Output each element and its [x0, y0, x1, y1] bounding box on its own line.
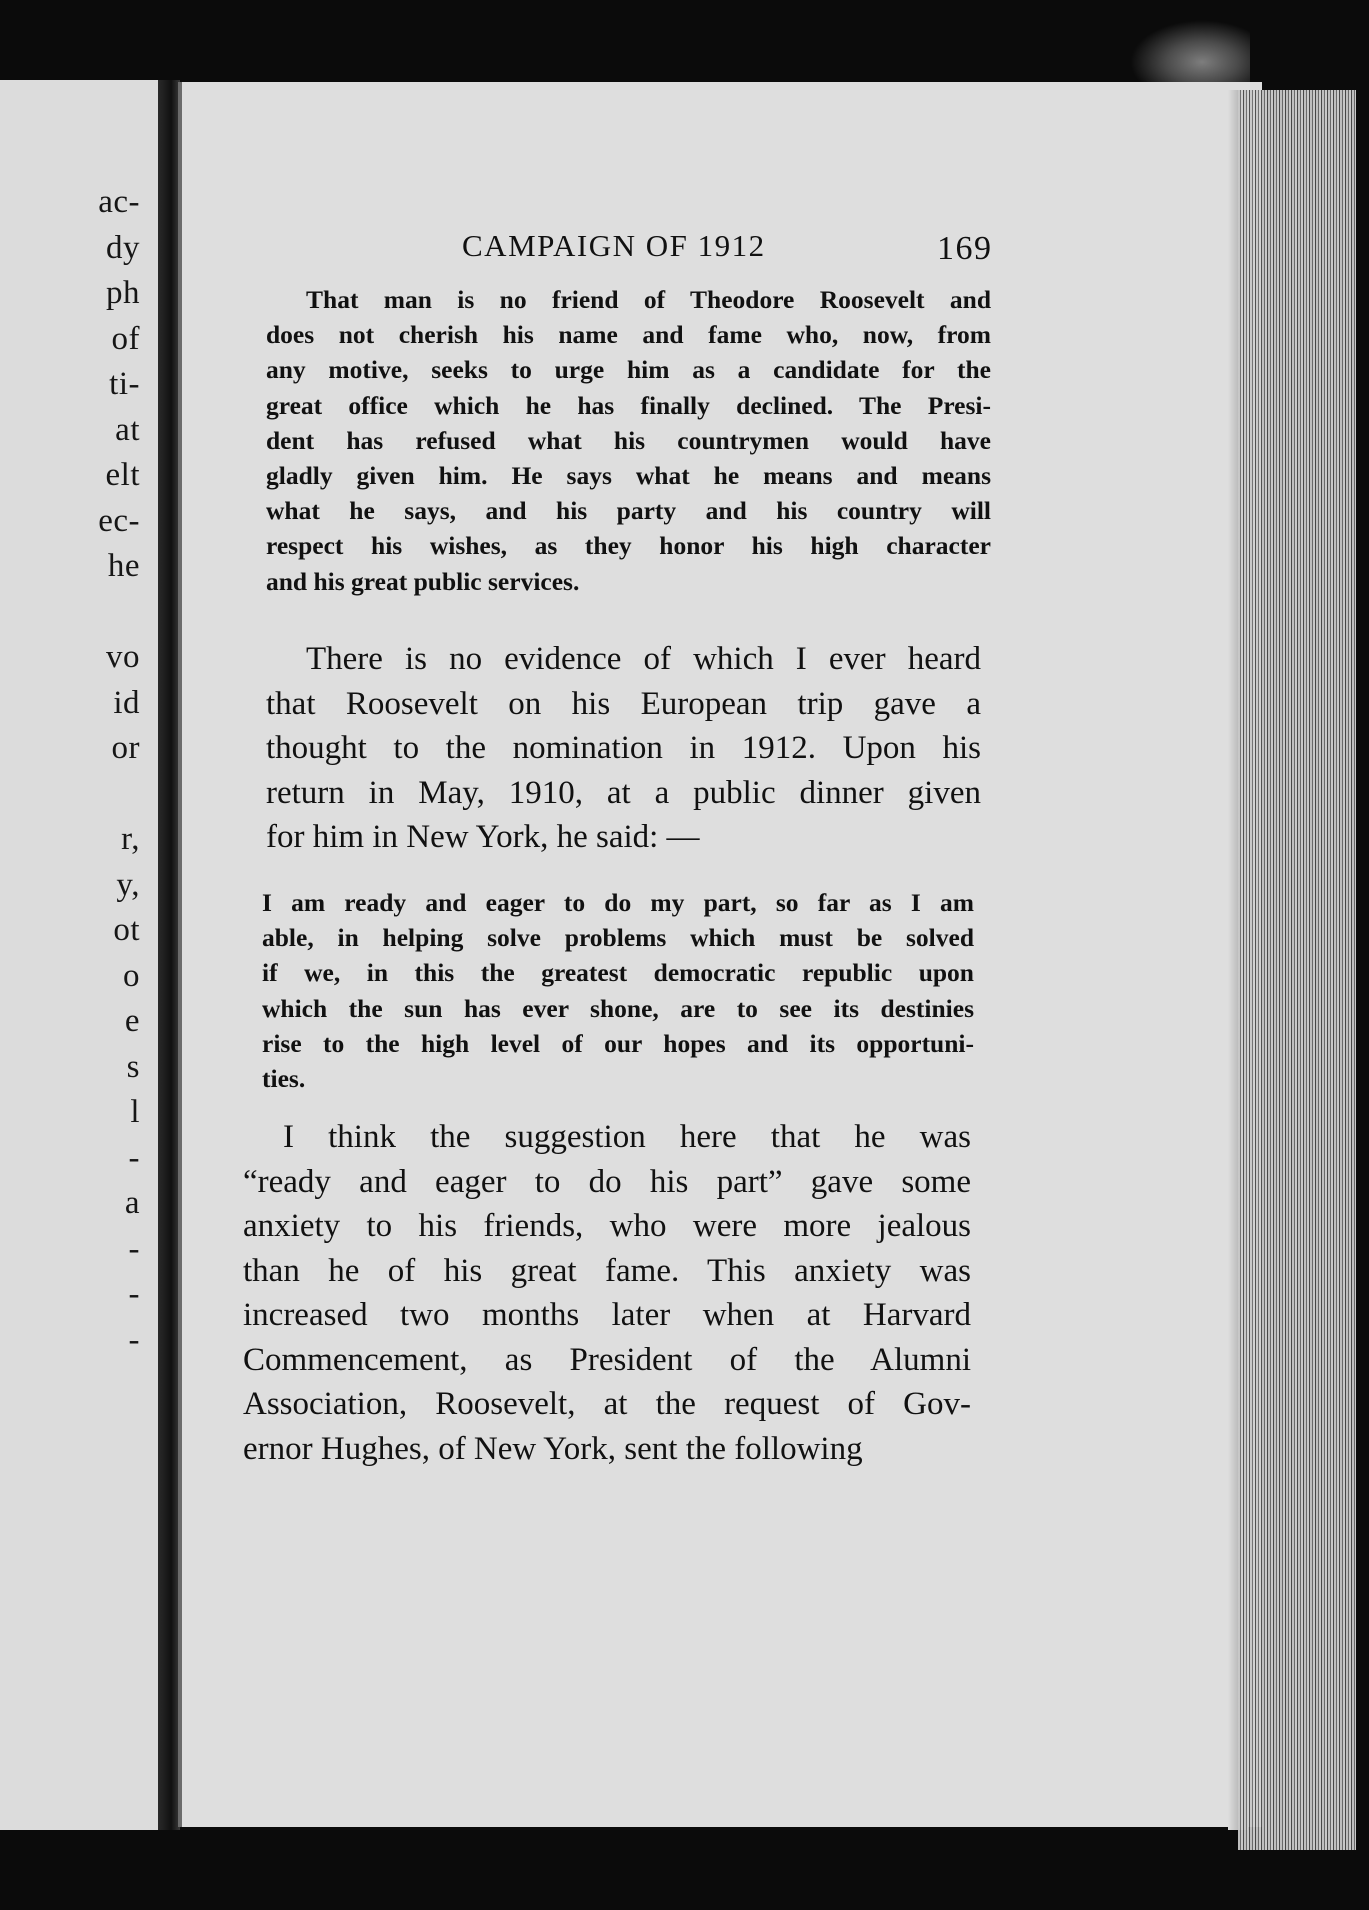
left-page-fragment: vo — [106, 639, 140, 675]
book-gutter — [158, 80, 180, 1830]
left-page-fragment: or — [111, 730, 140, 766]
left-page-fragment: he — [107, 548, 140, 584]
text-line: That man is no friend of Theodore Roosevelt and — [306, 285, 991, 314]
left-page-fragment: r, — [121, 821, 140, 857]
text-line: dent has refused what his countrymen would have — [266, 425, 991, 455]
text-line: Commencement, as President of the Alumni — [243, 1341, 971, 1378]
left-page-fragment — [0, 772, 140, 818]
quoted-paragraph-1 — [266, 282, 991, 599]
left-page-fragment: y, — [116, 866, 140, 903]
stacked-page-edges — [1238, 90, 1356, 1850]
text-line: for him in New York, he said: — — [266, 819, 700, 855]
left-page-fragment: l — [130, 1094, 140, 1130]
text-line: Association, Roosevelt, at the request of Gov- — [243, 1386, 971, 1422]
left-page-fragment: ti- — [109, 366, 140, 402]
left-page-fragment: elt — [105, 457, 140, 493]
text-line: any motive, seeks to urge him as a candidate for the — [266, 355, 991, 385]
page-number: 169 — [937, 230, 993, 267]
text-line: which the sun has ever shone, are to see its destinies — [262, 993, 974, 1023]
left-page-fragment: ac- — [98, 184, 140, 220]
text-line: anxiety to his friends, who were more jealous — [243, 1208, 971, 1244]
left-page-fragment: - — [128, 1276, 140, 1312]
left-page-fragment: s — [126, 1048, 140, 1085]
left-page-fragment: ec- — [98, 502, 140, 539]
text-line: I am ready and eager to do my part, so far as I am — [262, 888, 974, 917]
text-line: does not cherish his name and fame who, now, from — [266, 320, 991, 350]
text-line: that Roosevelt on his European trip gave a — [266, 685, 981, 722]
text-line: if we, in this the greatest democratic republic upon — [262, 958, 974, 988]
text-line: and his great public services. — [266, 566, 580, 596]
page-corner-tear — [1130, 20, 1250, 90]
body-paragraph-2 — [243, 1115, 971, 1471]
text-line: I think the suggestion here that he was — [283, 1119, 971, 1155]
text-line: There is no evidence of which I ever heard — [306, 641, 981, 677]
left-page-fragment: id — [113, 684, 140, 721]
text-line: able, in helping solve problems which must be solved — [262, 923, 974, 953]
running-header — [462, 228, 1002, 278]
text-line: great office which he has finally declined. The Presi- — [266, 390, 991, 420]
text-line: respect his wishes, as they honor his high character — [266, 531, 991, 561]
text-line: thought to the nomination in 1912. Upon his — [266, 730, 981, 766]
left-page-fragment: at — [115, 411, 140, 448]
quoted-paragraph-2 — [262, 885, 974, 1096]
text-line: increased two months later when at Harvard — [243, 1297, 971, 1333]
left-page-fragment: - — [128, 1139, 140, 1176]
running-head-title: CAMPAIGN OF 1912 — [462, 228, 766, 263]
text-line: gladly given him. He says what he means and means — [266, 461, 991, 491]
left-page-fragment: e — [124, 1003, 140, 1039]
text-line: ties. — [262, 1064, 306, 1094]
left-page-fragment — [0, 590, 140, 636]
left-page-fragment: ph — [106, 275, 140, 311]
text-line: “ready and eager to do his part” gave some — [243, 1163, 971, 1200]
left-page-fragment: of — [111, 320, 140, 357]
left-page-text-fragments — [0, 180, 140, 1363]
left-page-fragment: a — [124, 1185, 140, 1221]
text-line: rise to the high level of our hopes and its opportuni- — [262, 1028, 974, 1058]
left-page-fragment: dy — [106, 229, 140, 266]
left-page-fragment: o — [123, 957, 140, 994]
text-line: return in May, 1910, at a public dinner given — [266, 774, 981, 811]
left-page-fragment: - — [128, 1230, 140, 1267]
text-line: than he of his great fame. This anxiety was — [243, 1252, 971, 1289]
left-page-fragment: ot — [113, 912, 140, 948]
text-line: what he says, and his party and his country will — [266, 496, 991, 526]
body-paragraph-1 — [266, 637, 981, 860]
text-line: ernor Hughes, of New York, sent the following — [243, 1430, 863, 1467]
left-page-fragment: - — [128, 1321, 140, 1358]
